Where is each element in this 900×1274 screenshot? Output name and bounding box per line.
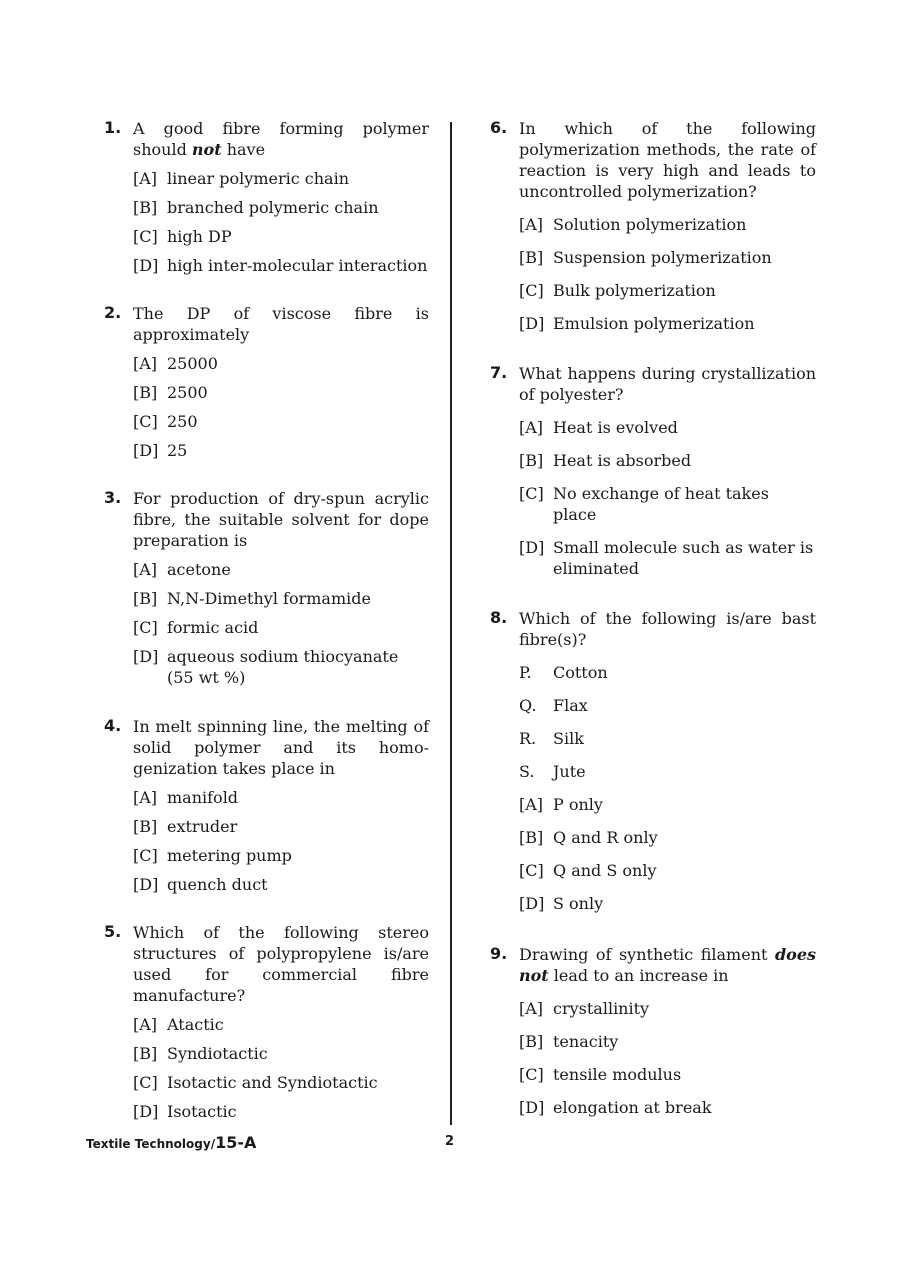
option-list (519, 998, 816, 1118)
question-number: 3. (104, 488, 122, 507)
option-a (133, 353, 429, 374)
option-a (133, 787, 429, 808)
option-text: formic acid (167, 618, 259, 637)
question-stem (133, 488, 429, 551)
option-c (133, 617, 429, 638)
question (490, 944, 816, 1130)
question (490, 608, 816, 926)
option-b (519, 247, 816, 268)
option-label: [C] (133, 412, 158, 431)
option-label: [C] (133, 227, 158, 246)
stem-text: Which of the following stereo structures of polypropylene is/are used for commercial fibre manufacture? (133, 923, 429, 1005)
option-label: [D] (519, 538, 545, 557)
option-d (133, 646, 429, 688)
question-number: 7. (490, 363, 508, 382)
option-text: Heat is evolved (553, 418, 678, 437)
option-c (519, 483, 816, 525)
option-label: [D] (133, 1102, 159, 1121)
question (104, 488, 429, 696)
option-label: [C] (519, 1065, 544, 1084)
option-d (133, 255, 429, 276)
option-label: [C] (519, 281, 544, 300)
option-list (133, 1014, 429, 1122)
statement-label: S. (519, 762, 535, 781)
option-c (519, 860, 816, 881)
option-label: [A] (133, 560, 158, 579)
option-a (519, 794, 816, 815)
question (104, 716, 429, 903)
statement-list (519, 662, 816, 782)
statement-label: P. (519, 663, 532, 682)
option-label: [A] (519, 795, 544, 814)
stem-text: In which of the following polymerization methods, the rate of reaction is very high and leads to uncontrolled polymerization? (519, 119, 816, 201)
option-label: [B] (519, 451, 544, 470)
stem-emphasis: does not (519, 945, 816, 985)
question (104, 118, 429, 284)
question (104, 922, 429, 1130)
option-label: [C] (133, 1073, 158, 1092)
question-number: 1. (104, 118, 122, 137)
option-text: manifold (167, 788, 239, 807)
option-label: [B] (133, 1044, 158, 1063)
question-stem (133, 118, 429, 160)
option-list (519, 417, 816, 579)
option-label: [C] (133, 618, 158, 637)
option-c (519, 1064, 816, 1085)
option-text: branched polymeric chain (167, 198, 379, 217)
option-a (519, 214, 816, 235)
option-list (133, 787, 429, 895)
option-c (519, 280, 816, 301)
option-text: 25000 (167, 354, 218, 373)
question (490, 118, 816, 346)
option-text: 250 (167, 412, 198, 431)
option-label: [D] (133, 256, 159, 275)
option-b (519, 1031, 816, 1052)
stem-text: A good fibre forming polymer should (133, 119, 429, 159)
option-label: [B] (133, 589, 158, 608)
option-label: [A] (133, 169, 158, 188)
option-label: [C] (519, 861, 544, 880)
option-text: Atactic (167, 1015, 224, 1034)
footer-subject (86, 1133, 256, 1152)
option-text: Bulk polymerization (553, 281, 716, 300)
option-a (519, 417, 816, 438)
footer-code: 15-A (215, 1133, 257, 1152)
option-a (519, 998, 816, 1019)
option-text: tensile modulus (553, 1065, 682, 1084)
option-label: [A] (519, 418, 544, 437)
statement-text: Cotton (553, 663, 608, 682)
stem-text: In melt spinning line, the melting of solid polymer and its homo-genization takes place in (133, 717, 429, 778)
option-text: linear polymeric chain (167, 169, 349, 188)
option-a (133, 1014, 429, 1035)
option-c (133, 411, 429, 432)
option-list (133, 559, 429, 688)
option-b (133, 382, 429, 403)
option-a (133, 559, 429, 580)
option-label: [A] (519, 215, 544, 234)
option-label: [A] (133, 354, 158, 373)
column-divider (450, 122, 452, 1125)
option-d (519, 1097, 816, 1118)
option-list (519, 794, 816, 914)
question-number: 5. (104, 922, 122, 941)
option-b (133, 197, 429, 218)
option-list (519, 214, 816, 334)
stem-text: lead to an increase in (548, 966, 729, 985)
option-c (133, 1072, 429, 1093)
option-label: [A] (133, 788, 158, 807)
option-text: crystallinity (553, 999, 650, 1018)
option-label: [C] (519, 484, 544, 503)
option-text: Small molecule such as water is eliminated (553, 538, 814, 578)
option-text: Q and R only (553, 828, 658, 847)
option-text: high inter-molecular interaction (167, 256, 428, 275)
question-number: 8. (490, 608, 508, 627)
option-text: Isotactic (167, 1102, 237, 1121)
stem-text: Which of the following is/are bast fibre(s)? (519, 609, 816, 649)
stem-emphasis: not (191, 140, 222, 159)
option-c (133, 226, 429, 247)
statement (519, 761, 816, 782)
option-text: 25 (167, 441, 188, 460)
option-text: N,N-Dimethyl formamide (167, 589, 371, 608)
option-text: acetone (167, 560, 231, 579)
statement-text: Jute (553, 762, 586, 781)
option-label: [D] (133, 875, 159, 894)
option-text: Emulsion polymerization (553, 314, 755, 333)
option-b (519, 827, 816, 848)
statement-text: Flax (553, 696, 588, 715)
option-text: Heat is absorbed (553, 451, 692, 470)
option-label: [D] (133, 441, 159, 460)
option-label: [B] (519, 828, 544, 847)
question-stem (133, 716, 429, 779)
question-stem (133, 303, 429, 345)
stem-text: The DP of viscose fibre is approximately (133, 304, 429, 344)
option-text: P only (553, 795, 603, 814)
option-text: S only (553, 894, 604, 913)
question (104, 303, 429, 469)
question (490, 363, 816, 591)
option-text: Q and S only (553, 861, 657, 880)
stem-text: What happens during crystallization of polyester? (519, 364, 816, 404)
question-number: 9. (490, 944, 508, 963)
option-text: Suspension polymerization (553, 248, 772, 267)
footer-separator: / (210, 1137, 216, 1151)
option-label: [B] (519, 1032, 544, 1051)
stem-text: Drawing of synthetic filament (519, 945, 775, 964)
option-text: 2500 (167, 383, 208, 402)
question-stem (519, 363, 816, 405)
statement (519, 728, 816, 749)
option-label: [B] (133, 383, 158, 402)
statement-label: R. (519, 729, 537, 748)
option-label: [D] (519, 894, 545, 913)
option-text: Syndiotactic (167, 1044, 268, 1063)
option-label: [D] (133, 647, 159, 666)
page-number: 2 (445, 1134, 455, 1149)
option-d (519, 313, 816, 334)
question-stem (133, 922, 429, 1006)
option-list (133, 168, 429, 276)
option-list (133, 353, 429, 461)
option-text: No exchange of heat takes place (553, 484, 769, 524)
option-b (133, 816, 429, 837)
option-text: Isotactic and Syndiotactic (167, 1073, 378, 1092)
statement-text: Silk (553, 729, 584, 748)
question-number: 6. (490, 118, 508, 137)
option-label: [A] (133, 1015, 158, 1034)
statement (519, 695, 816, 716)
option-c (133, 845, 429, 866)
option-label: [D] (519, 1098, 545, 1117)
question-stem (519, 608, 816, 650)
question-number: 4. (104, 716, 122, 735)
option-label: [B] (133, 817, 158, 836)
option-text: quench duct (167, 875, 268, 894)
option-text: metering pump (167, 846, 292, 865)
stem-text: For production of dry-spun acrylic fibre, the suitable solvent for dope preparation is (133, 489, 429, 550)
option-d (133, 874, 429, 895)
option-text: high DP (167, 227, 232, 246)
question-stem (519, 118, 816, 202)
statement (519, 662, 816, 683)
option-label: [B] (519, 248, 544, 267)
option-d (133, 1101, 429, 1122)
option-text: extruder (167, 817, 238, 836)
question-stem (519, 944, 816, 986)
option-label: [B] (133, 198, 158, 217)
stem-text: have (221, 140, 266, 159)
option-label: [A] (519, 999, 544, 1018)
option-text: Solution polymerization (553, 215, 747, 234)
option-d (519, 537, 816, 579)
option-d (519, 893, 816, 914)
footer-subject-text: Textile Technology (86, 1137, 211, 1151)
option-label: [C] (133, 846, 158, 865)
option-text: tenacity (553, 1032, 619, 1051)
option-a (133, 168, 429, 189)
option-label: [D] (519, 314, 545, 333)
statement-label: Q. (519, 696, 537, 715)
option-text: aqueous sodium thiocyanate (55 wt %) (167, 647, 399, 687)
option-b (133, 1043, 429, 1064)
question-number: 2. (104, 303, 122, 322)
option-d (133, 440, 429, 461)
option-b (519, 450, 816, 471)
option-text: elongation at break (553, 1098, 712, 1117)
option-b (133, 588, 429, 609)
